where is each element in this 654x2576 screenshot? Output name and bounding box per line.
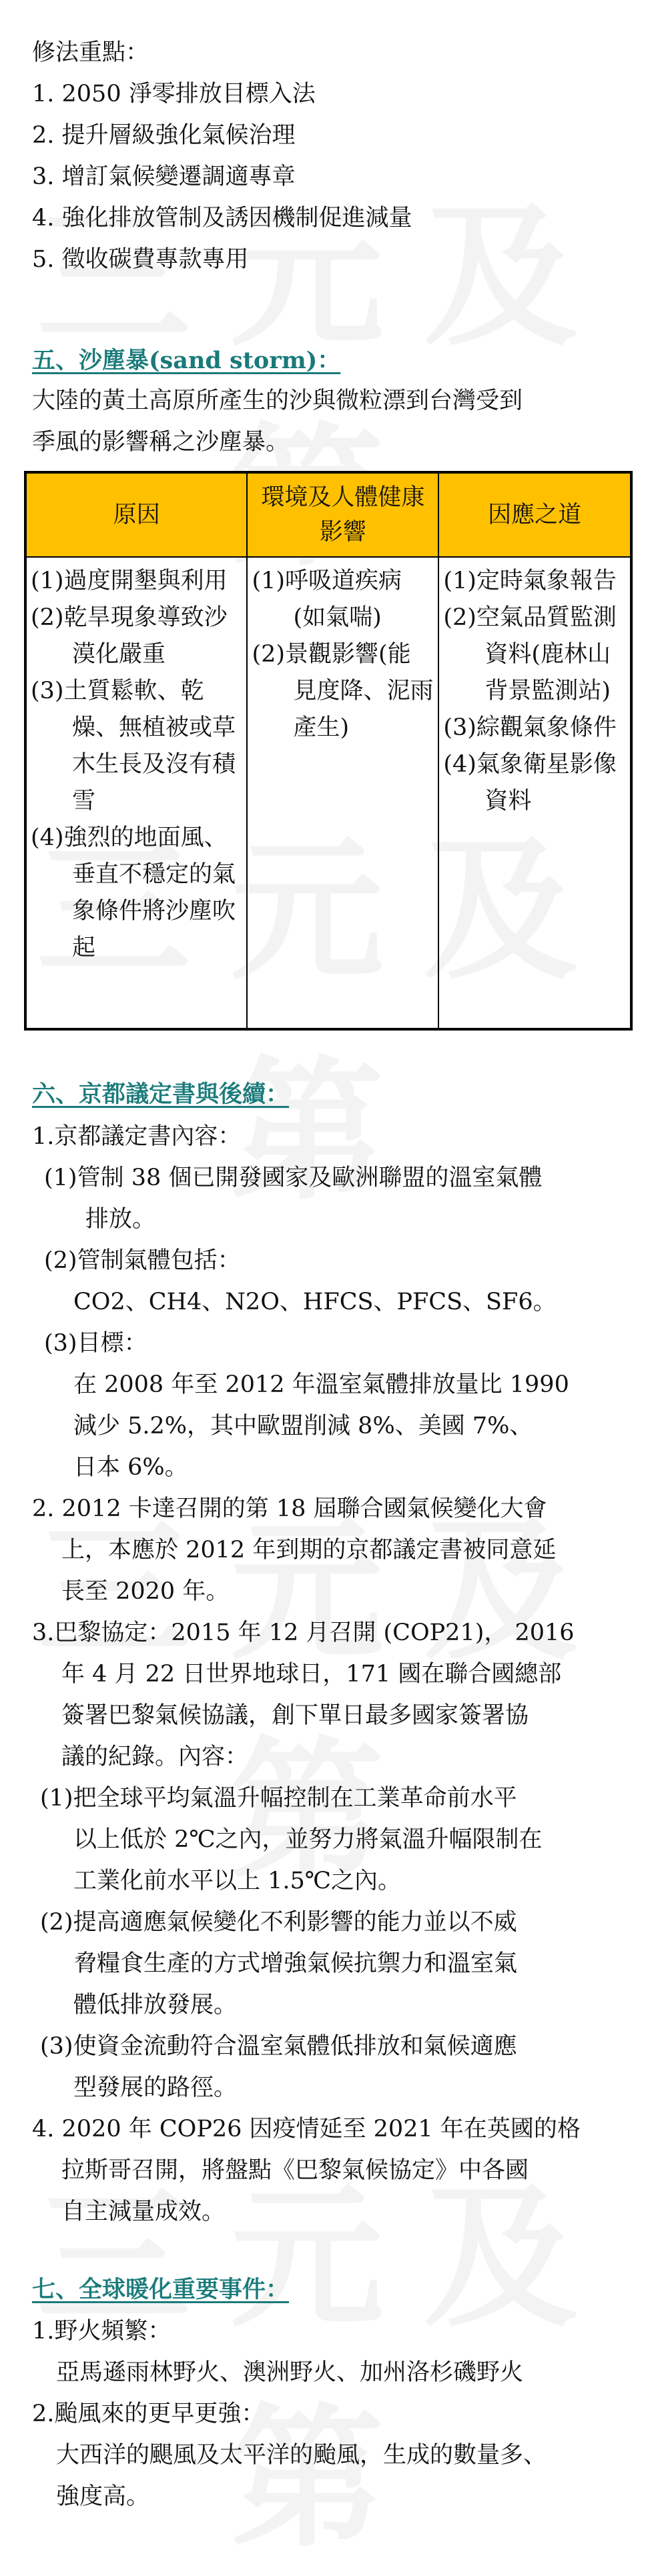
effect-cell xyxy=(247,557,438,1029)
warming-line: 2.颱風來的更早更強： xyxy=(32,2401,265,2427)
kyoto-line: (1)管制 38 個已開發國家及歐洲聯盟的溫室氣體 xyxy=(44,1165,543,1191)
cause-item: (4)強烈的地面風、垂直不穩定的氣象條件將沙塵吹起 xyxy=(31,824,236,961)
kyoto-line: 型發展的路徑。 xyxy=(73,2074,238,2101)
section-title-sandstorm: 五、沙塵暴(sand storm)： xyxy=(32,347,341,374)
col-header-effect: 環境及人體健康影響 xyxy=(247,472,438,557)
col-header-cause: 原因 xyxy=(25,472,247,557)
warming-line: 強度高。 xyxy=(56,2483,150,2510)
section-title-kyoto: 六、京都議定書與後續： xyxy=(32,1081,290,1108)
kyoto-line: 減少 5.2%，其中歐盟削減 8%、美國 7%、 xyxy=(73,1413,533,1439)
amend-item: 5. 徵收碳費專款專用 xyxy=(32,246,249,273)
kyoto-line: 排放。 xyxy=(85,1206,156,1233)
table-row xyxy=(25,557,631,1029)
cause-item: (1)過度開墾與利用 xyxy=(31,568,228,594)
kyoto-line: (3)目標： xyxy=(44,1330,147,1357)
kyoto-line: 工業化前水平以上 1.5℃之內。 xyxy=(73,1868,401,1894)
kyoto-line: (1)把全球平均氣溫升幅控制在工業革命前水平 xyxy=(40,1785,517,1812)
kyoto-line: 3.巴黎協定：2015 年 12 月召開 (COP21)， 2016 xyxy=(32,1620,575,1646)
kyoto-line: (2)管制氣體包括： xyxy=(44,1247,241,1274)
effect-item: (2)景觀影響(能見度降、泥雨產生) xyxy=(252,641,434,741)
sandstorm-table xyxy=(24,471,633,1031)
kyoto-line: 脅糧食生產的方式增強氣候抗禦力和溫室氣 xyxy=(73,1950,518,1977)
warming-line: 亞馬遜雨林野火、澳洲野火、加州洛杉磯野火 xyxy=(56,2359,524,2386)
response-item: (4)氣象衛星影像資料 xyxy=(443,751,617,814)
kyoto-line: 在 2008 年至 2012 年溫室氣體排放量比 1990 xyxy=(73,1371,569,1398)
kyoto-line: 日本 6%。 xyxy=(73,1454,188,1481)
kyoto-line: 以上低於 2℃之內，並努力將氣溫升幅限制在 xyxy=(73,1826,543,1853)
kyoto-line: 議的紀錄。內容： xyxy=(61,1744,249,1770)
effect-item: (1)呼吸道疾病(如氣喘) xyxy=(252,568,402,631)
cause-item: (2)乾旱現象導致沙漠化嚴重 xyxy=(31,604,228,668)
sandstorm-desc: 大陸的黃土高原所產生的沙與微粒漂到台灣受到 xyxy=(32,388,523,414)
amend-item: 2. 提升層級強化氣候治理 xyxy=(32,122,296,149)
kyoto-line: 4. 2020 年 COP26 因疫情延至 2021 年在英國的格 xyxy=(32,2116,581,2142)
col-header-response: 因應之道 xyxy=(438,472,631,557)
section-title-warming: 七、全球暖化重要事件： xyxy=(32,2276,290,2303)
response-cell xyxy=(438,557,631,1029)
kyoto-line: 1.京都議定書內容： xyxy=(32,1123,242,1150)
response-item: (1)定時氣象報告 xyxy=(443,568,617,594)
kyoto-line: 上，本應於 2012 年到期的京都議定書被同意延 xyxy=(61,1537,557,1563)
warming-line: 1.野火頻繁： xyxy=(32,2318,172,2345)
kyoto-line: 簽署巴黎氣候協議，創下單日最多國家簽署協 xyxy=(61,1702,529,1729)
kyoto-line: 2. 2012 卡達召開的第 18 屆聯合國氣候變化大會 xyxy=(32,1495,547,1522)
kyoto-line: CO2、CH4、N2O、HFCS、PFCS、SF6。 xyxy=(73,1289,557,1315)
amend-item: 1. 2050 淨零排放目標入法 xyxy=(32,81,316,107)
kyoto-line: 體低排放發展。 xyxy=(73,1992,238,2018)
kyoto-line: (3)使資金流動符合溫室氣體低排放和氣候適應 xyxy=(40,2033,517,2060)
amend-heading: 修法重點： xyxy=(32,39,149,66)
cause-cell xyxy=(25,557,247,1029)
warming-line: 大西洋的颶風及太平洋的颱風，生成的數量多、 xyxy=(56,2442,547,2469)
response-item: (2)空氣品質監測資料(鹿林山背景監測站) xyxy=(443,604,617,704)
response-item: (3)綜觀氣象條件 xyxy=(443,714,617,741)
kyoto-line: 年 4 月 22 日世界地球日，171 國在聯合國總部 xyxy=(61,1661,562,1688)
kyoto-line: (2)提高適應氣候變化不利影響的能力並以不威 xyxy=(40,1909,517,1936)
cause-item: (3)土質鬆軟、乾燥、無植被或草木生長及沒有積雪 xyxy=(31,678,236,814)
kyoto-line: 自主減量成效。 xyxy=(61,2198,226,2225)
amend-item: 4. 強化排放管制及誘因機制促進減量 xyxy=(32,205,412,231)
kyoto-line: 拉斯哥召開，將盤點《巴黎氣候協定》中各國 xyxy=(61,2157,529,2184)
table-header-row xyxy=(25,472,631,557)
amend-item: 3. 增訂氣候變遷調適專章 xyxy=(32,163,296,190)
sandstorm-desc: 季風的影響稱之沙塵暴。 xyxy=(32,429,290,456)
kyoto-line: 長至 2020 年。 xyxy=(61,1578,230,1605)
